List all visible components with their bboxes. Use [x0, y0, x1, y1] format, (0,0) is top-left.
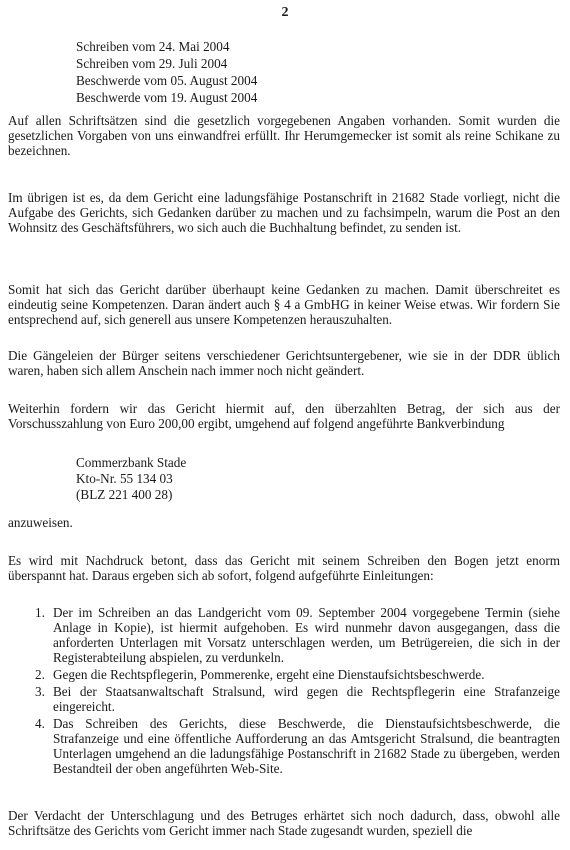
list-item: [8, 716, 560, 776]
bank-details: [76, 455, 186, 503]
paragraph-suspicion: Der Verdacht der Unterschlagung und des Betruges erhärtet sich noch dadurch, dass, obwohl alle Schriftsätze des Gerichts vom Gericht immer nach Stade zugesandt wurden, speziell die: [8, 808, 560, 838]
list-item: [8, 684, 560, 714]
bank-blz: (BLZ 221 400 28): [76, 487, 173, 502]
reference-list: [76, 39, 257, 107]
list-item: [8, 605, 560, 665]
reference-line: Beschwerde vom 05. August 2004: [76, 73, 258, 88]
bank-account: Kto-Nr. 55 134 03: [76, 471, 173, 486]
paragraph-emphasis: Es wird mit Nachdruck betont, dass das Gericht mit seinem Schreiben den Bogen jetzt enorm überspannt hat. Daraus ergeben sich ab sofort, folgend aufgeführte Einleitungen:: [8, 553, 560, 583]
page-number: 2: [281, 5, 289, 20]
paragraph-required-information: Auf allen Schriftsätzen sind die gesetzlich vorgegebenen Angaben vorhanden. Somit wurden die gesetzlichen Vorgaben von uns einwandfrei erfüllt. Ihr Herumgemecker ist somit als reine Schikane zu bezeichnen.: [8, 113, 560, 158]
list-item: [8, 667, 560, 682]
list-item-text: Das Schreiben des Gerichts, diese Beschwerde, die Dienstaufsichtsbeschwerde, die Strafanzeige und eine öffentliche Aufforderung an das Amtsgericht Stralsund, die beantragten Unterlagen umgehend an die ladungsfähige Postanschrift in 21682 Stade zu übergeben, werden Bestandteil der oben angeführten Web-Site.: [53, 716, 560, 776]
list-item-text: Bei der Staatsanwaltschaft Stralsund, wird gegen die Rechtspflegerin eine Strafanzeige eingereicht.: [53, 684, 560, 714]
bank-name: Commerzbank Stade: [76, 455, 187, 470]
paragraph-competence: Somit hat sich das Gericht darüber überhaupt keine Gedanken zu machen. Damit überschreitet es eindeutig seine Kompetenzen. Daran ändert auch § 4 a GmbHG in keiner Weise etwas. Wir fordern Sie entsprechend auf, sich generell aus unsere Kompetenzen herauszuhalten.: [8, 282, 560, 327]
list-item-text: Der im Schreiben an das Landgericht vom 09. September 2004 vorgegebene Termin (siehe Anlage in Kopie), ist hiermit aufgehoben. Es wird nunmehr davon ausgegangen, dass die anforderten Unterlagen mit Vorsatz unterschlagen werden, um Betrügereien, die sich in der Registerabteilung abspielen, zu verdunkeln.: [53, 605, 560, 665]
list-item-number: 4.: [35, 716, 45, 731]
list-item-number: 3.: [35, 684, 45, 699]
list-item-text: Gegen die Rechtspflegerin, Pommerenke, ergeht eine Dienstaufsichtsbeschwerde.: [53, 667, 485, 682]
reference-line: Beschwerde vom 19. August 2004: [76, 90, 258, 105]
list-item-number: 1.: [35, 605, 45, 620]
paragraph-ddr: Die Gängeleien der Bürger seitens verschiedener Gerichtsuntergebener, wie sie in der DDR üblich waren, haben sich allem Anschein nach immer noch nicht geändert.: [8, 348, 560, 378]
paragraph-refund-request: Weiterhin fordern wir das Gericht hiermit auf, den überzahlten Betrag, der sich aus der Vorschusszahlung von Euro 200,00 ergibt, umgehend auf folgend angeführte Bankverbindung: [8, 401, 560, 431]
list-item-number: 2.: [35, 667, 45, 682]
reference-line: Schreiben vom 29. Juli 2004: [76, 56, 228, 71]
paragraph-postal-address: Im übrigen ist es, da dem Gericht eine ladungsfähige Postanschrift in 21682 Stade vorliegt, nicht die Aufgabe des Gerichts, sich Gedanken darüber zu machen und zu fachsimpeln, warum die Post an den Wohnsitz des Geschäftsführers, wo sich auch die Buchhaltung befindet, zu senden ist.: [8, 190, 560, 235]
paragraph-instruct: anzuweisen.: [8, 515, 73, 530]
measures-list: [8, 605, 560, 778]
reference-line: Schreiben vom 24. Mai 2004: [76, 39, 230, 54]
